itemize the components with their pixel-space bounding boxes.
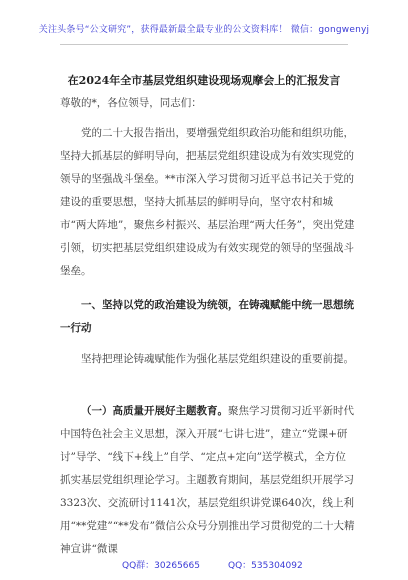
subsection-body-1: 聚焦学习贯彻习近平新时代中国特色社会主义思想，深入开展“七讲七进”，建立“党课+研讨”导学、“线下+线上”自学、“定点+定向”送学模式，全方位抓实基层党组织理论学习。主题教育期间，基层党组织开展学习3323次、交流研讨1141次，基层党组织讲党课640次，线上利用“**党建”“**发布”微信公众号分别推出学习贯彻党的二十大精神宣讲“微课 bbox=[60, 405, 355, 555]
qq-group-number: QQ群：30265665 bbox=[122, 561, 200, 571]
paragraph-lead: 坚持把理论铸魂赋能作为强化基层党组织建设的重要前提。 bbox=[81, 353, 354, 365]
header-divider bbox=[60, 44, 348, 45]
paragraph-intro: 党的二十大报告指出，要增强党组织政治功能和组织功能，坚持大抓基层的鲜明导向，把基层党组织建设成为有效实现党的领导的坚强战斗堡垒。**市深入学习贯彻习近平总书记关于党的建设的重要思想，坚持大抓基层的鲜明导向，坚守农村和城市“两大阵地”，聚焦乡村振兴、基层治理“两大任务”，突出党建引领，切实把基层党组织建设成为有效实现党的领导的坚强战斗堡垒。 bbox=[60, 127, 355, 277]
salutation: 尊敬的*，各位领导，同志们： bbox=[60, 97, 202, 109]
promo-header: 关注头条号“公文研究”，获得最新最全最专业的公文资料库！ 微信：gongwenyj bbox=[38, 25, 370, 35]
paragraph-subsection-1 bbox=[60, 400, 355, 561]
document-title: 在2024年全市基层党组织建设现场观摩会上的汇报发言 bbox=[67, 74, 341, 87]
subsection-heading-1: （一）高质量开展好主题教育。 bbox=[81, 405, 228, 417]
section-heading-1: 一、坚持以党的政治建设为统领，在铸魂赋能中统一思想统一行动 bbox=[60, 299, 354, 334]
qq-number: QQ：535304092 bbox=[228, 561, 303, 571]
